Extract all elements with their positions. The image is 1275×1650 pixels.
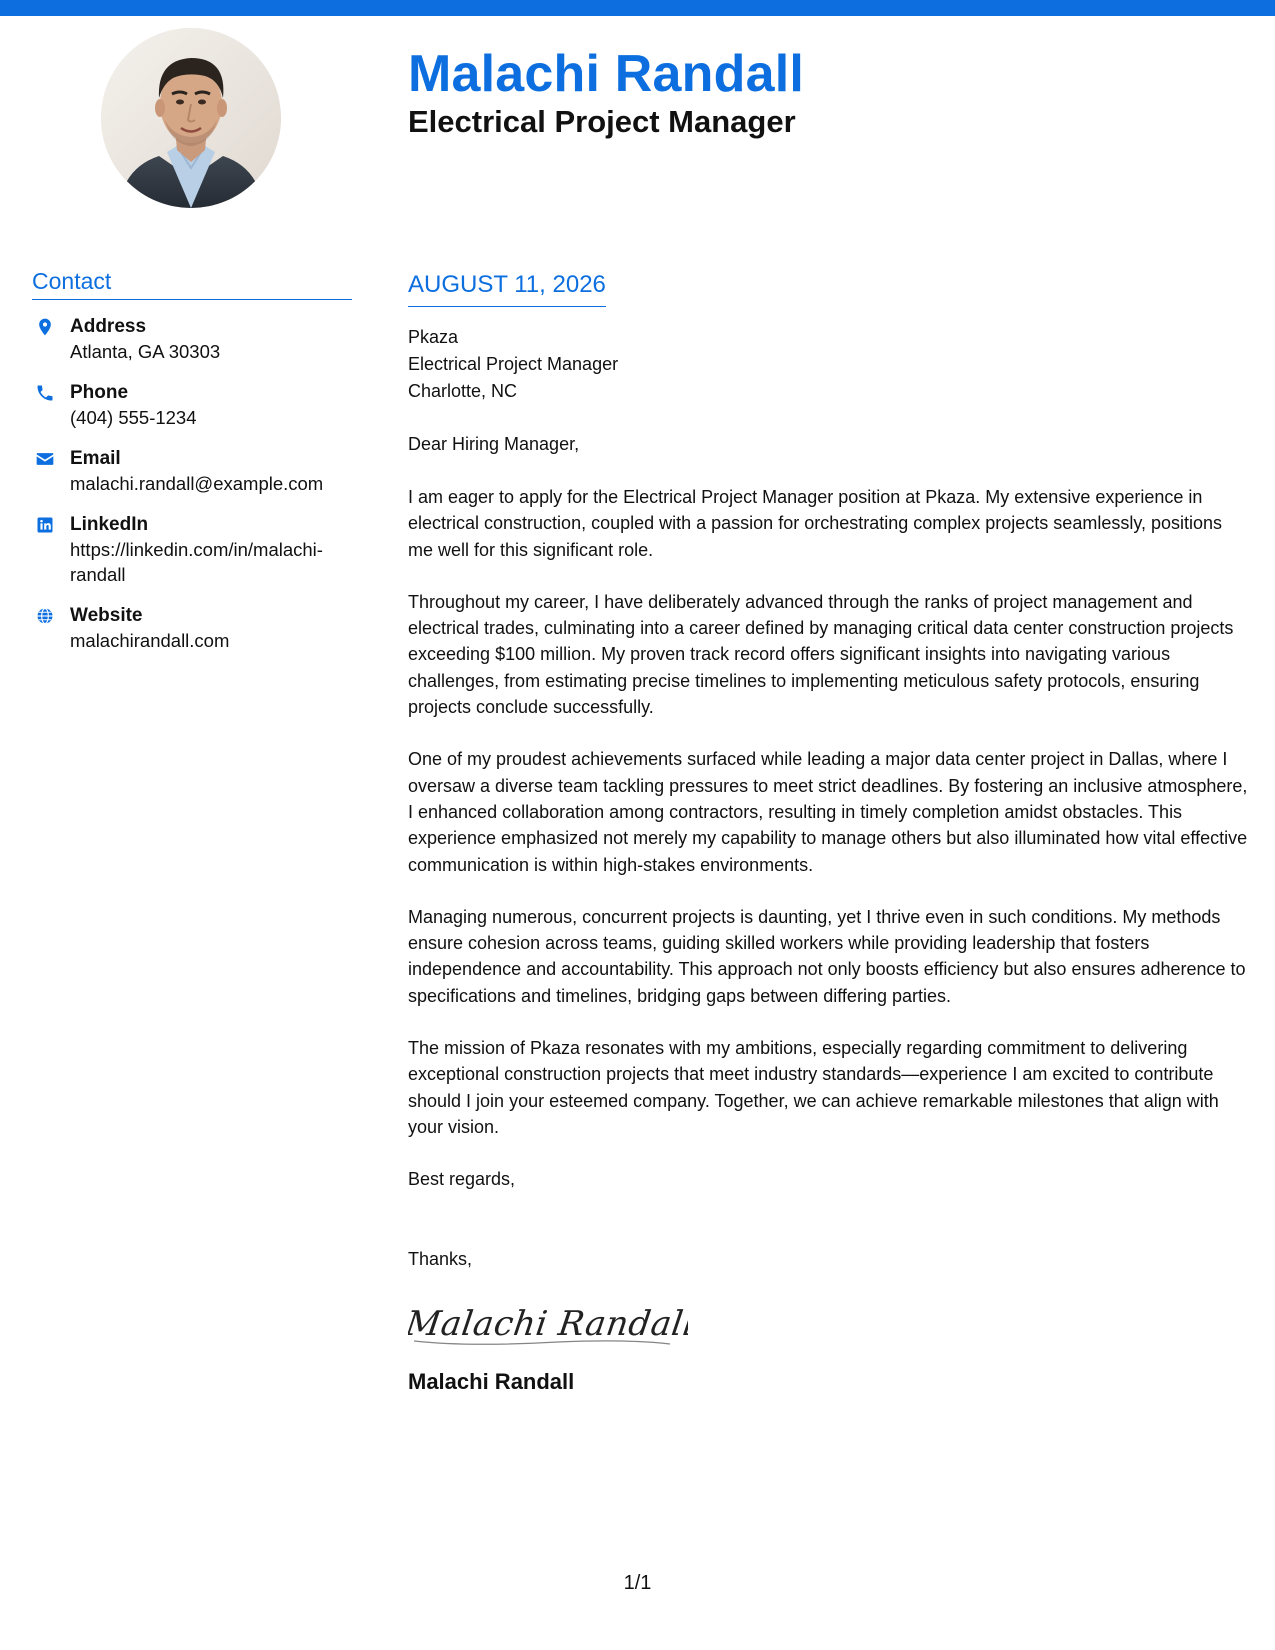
- contact-label: Address: [70, 316, 147, 337]
- globe-icon: [35, 606, 55, 626]
- contact-value[interactable]: malachi.randall@example.com: [70, 473, 324, 494]
- paragraph: Throughout my career, I have deliberately advanced through the ranks of project management and electrical trades, culminating into a career defined by managing critical data center construction projects exceeding $100 million. My proven track record offers significant insights into navigating various challenges, from estimating precise timelines to implementing meticulous safety protocols, ensuring projects conclude successfully.: [408, 591, 1234, 718]
- contact-website: [32, 603, 352, 653]
- contact-email: [32, 446, 352, 496]
- paragraph: Managing numerous, concurrent projects is daunting, yet I thrive even in such conditions. My methods ensure cohesion across teams, guiding skilled workers while providing leadership that fosters independence and accountability. This approach not only boosts efficiency but also ensures adherence to specifications and timelines, bridging gaps between differing parties.: [408, 906, 1246, 1006]
- page-number: 1/1: [623, 1572, 652, 1594]
- handwritten-signature: [408, 1295, 1248, 1349]
- contact-value[interactable]: https://linkedin.com/in/malachi-randall: [70, 539, 323, 585]
- letter-date: AUGUST 11, 2026: [408, 268, 606, 307]
- signature-image: [408, 1295, 688, 1349]
- top-accent-bar: [0, 0, 1275, 16]
- contact-label: Website: [70, 605, 143, 626]
- contact-label: Phone: [70, 382, 129, 403]
- candidate-name: Malachi Randall: [408, 45, 804, 103]
- candidate-title: Electrical Project Manager: [408, 104, 796, 139]
- phone-icon: [35, 383, 55, 403]
- recipient-block: [408, 324, 1248, 405]
- contact-value: Atlanta, GA 30303: [70, 341, 221, 362]
- recipient-company: Pkaza: [408, 327, 459, 347]
- contact-label: LinkedIn: [70, 514, 149, 535]
- signer-name: Malachi Randall: [408, 1369, 575, 1395]
- profile-photo: [101, 28, 281, 208]
- linkedin-icon: [35, 515, 55, 535]
- email-icon: [35, 449, 55, 469]
- contact-linkedin: [32, 512, 352, 587]
- paragraph: One of my proudest achievements surfaced while leading a major data center project in Dallas, where I oversaw a diverse team tackling pressures to meet strict deadlines. By fostering an inclusive atmosphere, I enhanced collaboration among contractors, resulting in timely completion amidst obstacles. This experience emphasized not merely my capability to manage others but also illuminated how vital effective communication is within high-stakes environments.: [408, 749, 1248, 875]
- contact-label: Email: [70, 448, 121, 469]
- contact-phone: [32, 380, 352, 430]
- contact-sidebar: [32, 266, 352, 669]
- svg-text:Malachi Randall: Malachi Randall: [408, 1304, 688, 1345]
- closing: Best regards,: [408, 1169, 516, 1190]
- recipient-location: Charlotte, NC: [408, 381, 518, 401]
- location-pin-icon: [35, 317, 55, 337]
- salutation: Dear Hiring Manager,: [408, 434, 580, 454]
- contact-value[interactable]: malachirandall.com: [70, 630, 230, 651]
- paragraph: I am eager to apply for the Electrical Project Manager position at Pkaza. My extensive experience in electrical construction, coupled with a passion for orchestrating complex projects seamlessly, positions me well for this significant role.: [408, 487, 1223, 560]
- paragraph: The mission of Pkaza resonates with my ambitions, especially regarding commitment to delivering exceptional construction projects that meet industry standards—experience I am excited to contribute should I join your esteemed company. Together, we can achieve remarkable milestones that align with your vision.: [408, 1038, 1219, 1137]
- contact-value[interactable]: (404) 555-1234: [70, 407, 197, 428]
- contact-heading: Contact: [32, 266, 352, 300]
- contact-address: [32, 314, 352, 364]
- portrait-image: [101, 28, 281, 208]
- thanks-line: Thanks,: [408, 1249, 473, 1270]
- letter-body: [408, 268, 1248, 1397]
- recipient-position: Electrical Project Manager: [408, 354, 619, 374]
